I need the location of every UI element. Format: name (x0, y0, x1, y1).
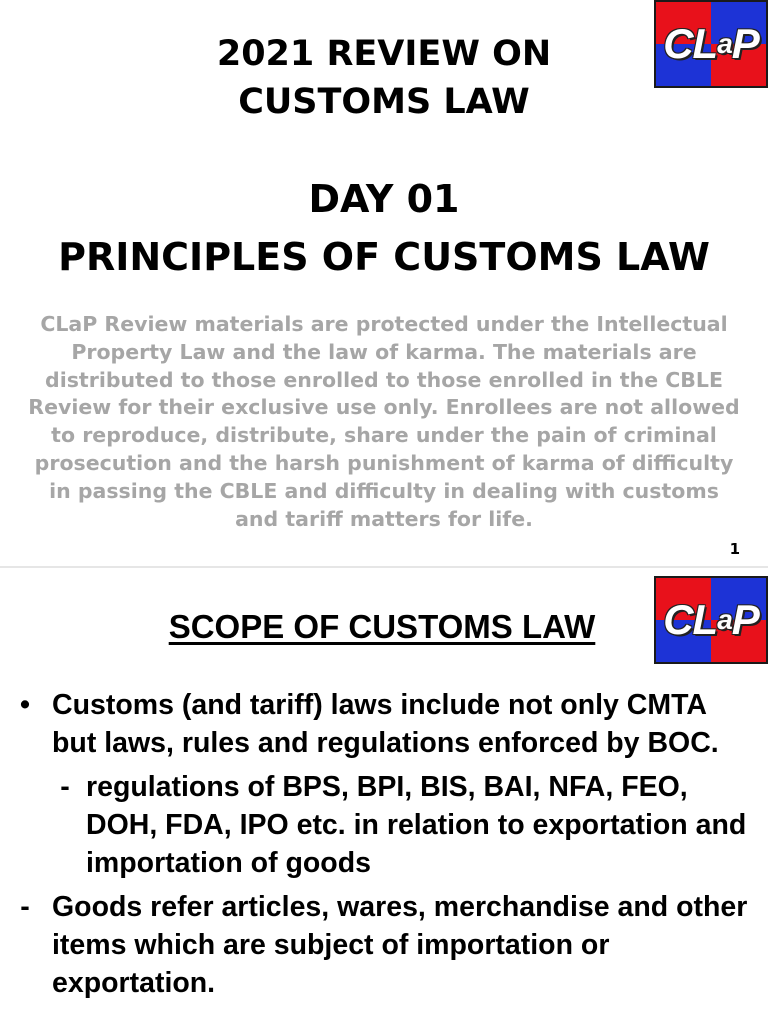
copyright-notice: CLaP Review materials are protected under the Intellectual Property Law and the law of karma. The materials are distributed to those enrolled to those enrolled in the CBLE Review for their exclusive use only. Enrollees are not allowed to reproduce, distribute, share under the pain of criminal prosecution and the harsh punishment of karma of difficulty in passing the CBLE and difficulty in dealing with customs and tariff matters for life. (28, 312, 740, 531)
title-line-2: CUSTOMS LAW (238, 82, 530, 122)
slide-2 (0, 568, 768, 1024)
logo-letter-c: C (663, 596, 693, 643)
bullet-list (0, 686, 768, 1002)
slide-2-title: SCOPE OF CUSTOMS LAW (168, 608, 596, 645)
logo-letter-l: L (692, 596, 718, 643)
list-item (0, 768, 768, 882)
slide-1-subtitle (20, 170, 748, 286)
list-item-text: Customs (and tariff) laws include not only CMTA but laws, rules and regulations enforced by BOC. (52, 689, 719, 759)
list-item-text: regulations of BPS, BPI, BIS, BAI, NFA, FEO, DOH, FDA, IPO etc. in relation to exportation and importation of goods (86, 771, 747, 879)
clap-logo (654, 576, 768, 664)
list-item-text: Goods refer articles, wares, merchandise and other items which are subject of importation or exportation. (52, 891, 748, 999)
list-item (0, 888, 768, 1002)
list-item (0, 686, 768, 762)
day-label: DAY 01 (308, 177, 460, 221)
slide-1-title (100, 30, 668, 126)
logo-letter-l: L (692, 20, 718, 67)
logo-letter-p: P (731, 596, 759, 643)
topic-label: PRINCIPLES OF CUSTOMS LAW (58, 235, 710, 279)
logo-letter-a: a (717, 28, 732, 59)
clap-logo (654, 0, 768, 88)
bullet-icon: • (20, 689, 30, 721)
logo-letter-a: a (717, 604, 732, 635)
title-line-1: 2021 REVIEW ON (216, 34, 552, 74)
logo-letter-c: C (663, 20, 693, 67)
dash-icon: - (20, 891, 30, 923)
dash-icon: - (60, 771, 70, 803)
logo-letter-p: P (731, 20, 759, 67)
page-number: 1 (729, 540, 740, 558)
